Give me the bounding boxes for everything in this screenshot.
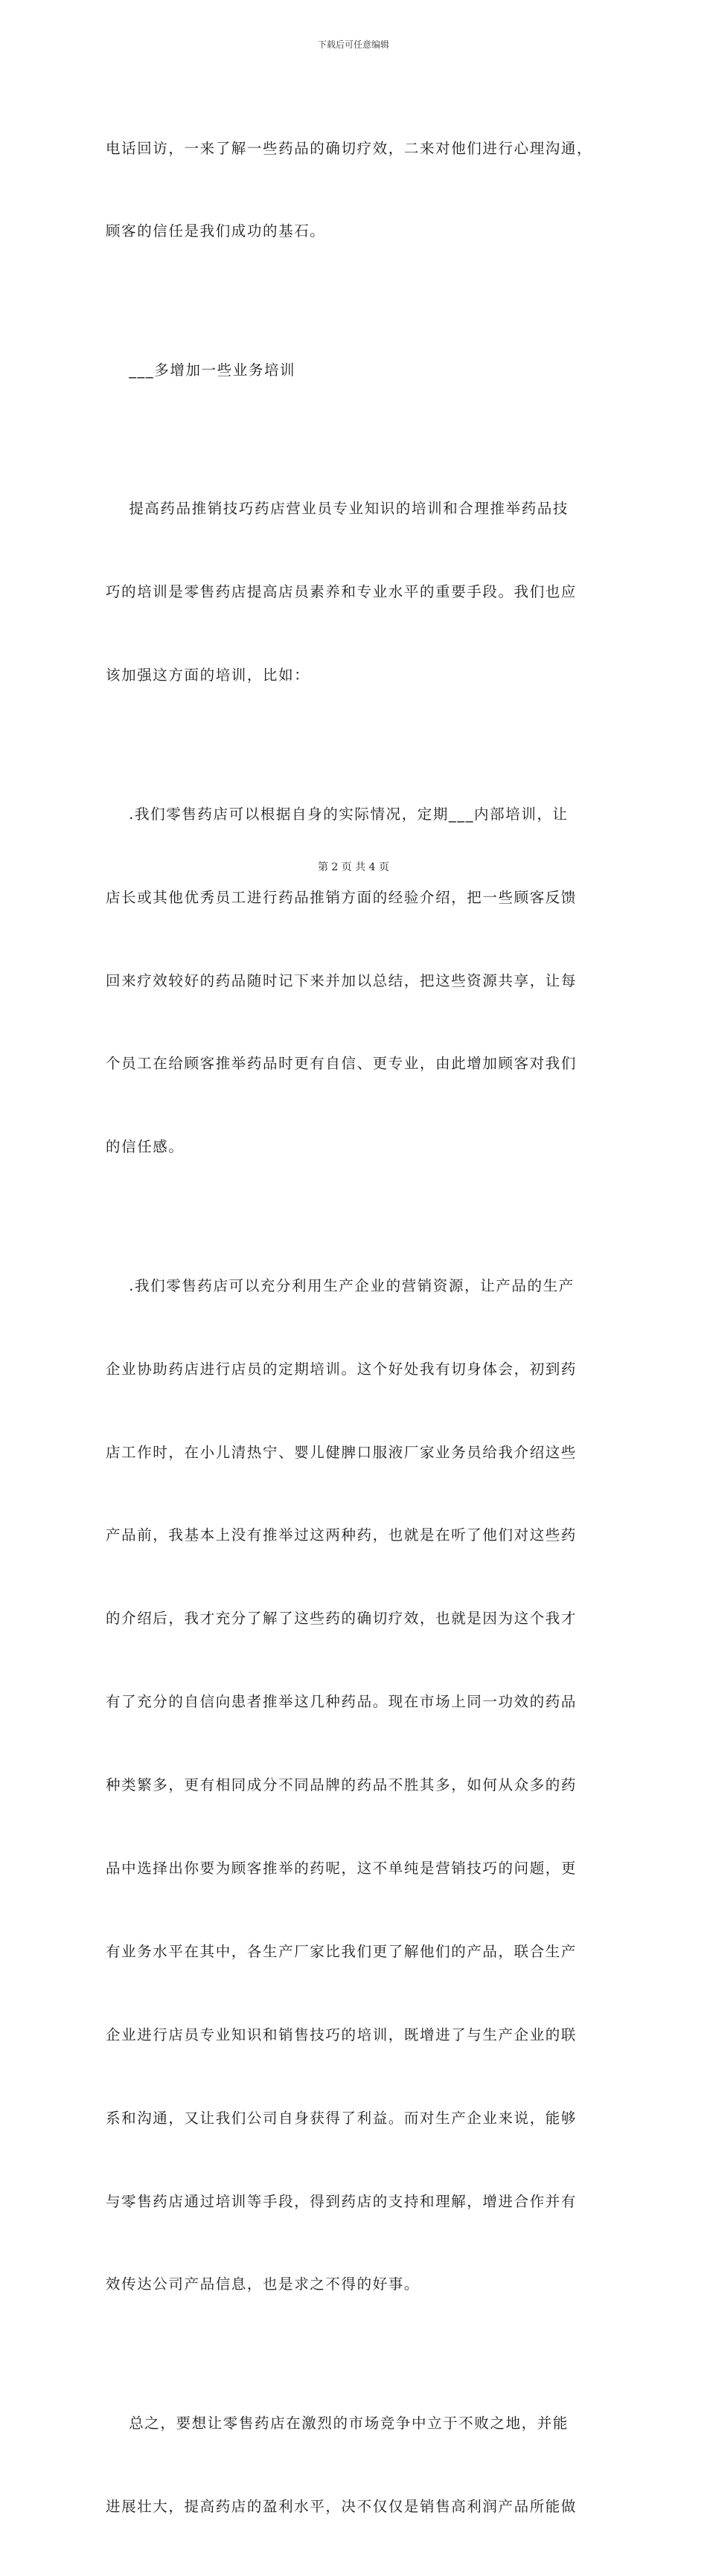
paragraph-training-intro: [106, 440, 603, 745]
text-line: 企业协助药店进行店员的定期培训。这个好处我有切身体会，初到药: [106, 1360, 578, 1378]
paragraph-conclusion: [106, 2354, 603, 2575]
paragraph-closing-callback: [106, 79, 603, 301]
text-line: 与零售药店通过培训等手段，得到药店的支持和理解，增进合作并有: [106, 2192, 578, 2210]
text-line: 进展壮大，提高药店的盈利水平，决不仅仅是销售高利润产品所能做: [106, 2497, 578, 2515]
text-line: 的介绍后，我才充分了解了这些药的确切疗效，也就是因为这个我才: [106, 1610, 578, 1628]
text-line: 巧的培训是零售药店提高店员素养和专业水平的重要手段。我们也应: [106, 583, 578, 601]
text-line: 有业务水平在其中，各生产厂家比我们更了解他们的产品，联合生产: [106, 1942, 578, 1960]
text-line: 顾客的信任是我们成功的基石。: [106, 222, 326, 240]
page-header: 下载后可任意编辑: [317, 39, 389, 50]
text-line: 回来疗效较好的药品随时记下来并加以总结，把这些资源共享，让每: [106, 971, 578, 989]
text-line: 系和沟通，又让我们公司自身获得了利益。而对生产企业来说，能够: [106, 2109, 578, 2127]
text-line: 提高药品推销技巧药店营业员专业知识的培训和合理推举药品技: [106, 500, 569, 518]
text-line: .我们零售药店可以充分利用生产企业的营销资源，让产品的生产: [106, 1276, 575, 1294]
text-line: 电话回访，一来了解一些药品的确切疗效，二来对他们进行心理沟通，: [106, 139, 593, 157]
text-line: 品中选择出你要为顾客推举的药呢，这不单纯是营销技巧的问题，更: [106, 1860, 578, 1877]
text-line: 企业进行店员专业知识和销售技巧的培训，既增进了与生产企业的联: [106, 2026, 578, 2043]
page-number: 第 2 页 共 4 页: [317, 861, 390, 873]
text-line: .我们零售药店可以根据自身的实际情况，定期___内部培训，让: [106, 805, 569, 823]
text-line: ___多增加一些业务培训: [106, 361, 296, 379]
document-body: [106, 79, 603, 2576]
text-line: 总之，要想让零售药店在激烈的市场竞争中立于不败之地，并能: [106, 2414, 569, 2432]
text-line: 店长或其他优秀员工进行药品推销方面的经验介绍，把一些顾客反馈: [106, 888, 578, 906]
text-line: 的信任感。: [106, 1138, 185, 1156]
text-line: 效传达公司产品信息，也是求之不得的好事。: [106, 2275, 420, 2293]
text-line: 个员工在给顾客推举药品时更有自信、更专业，由此增加顾客对我们: [106, 1055, 578, 1073]
text-line: 有了充分的自信向患者推举这几种药品。现在市场上同一功效的药品: [106, 1693, 578, 1711]
text-line: 种类繁多，更有相同成分不同品牌的药品不胜其多，如何从众多的药: [106, 1776, 578, 1794]
section-heading-training: [106, 301, 603, 439]
text-line: 店工作时，在小儿清热宁、婴儿健脾口服液厂家业务员给我介绍这些: [106, 1443, 578, 1461]
text-line: 产品前，我基本上没有推举过这两种药，也就是在听了他们对这些药: [106, 1526, 578, 1544]
text-line: 该加强这方面的培训，比如：: [106, 667, 310, 684]
paragraph-manufacturer-training: [106, 1216, 603, 2354]
paragraph-internal-training: [106, 745, 603, 1216]
